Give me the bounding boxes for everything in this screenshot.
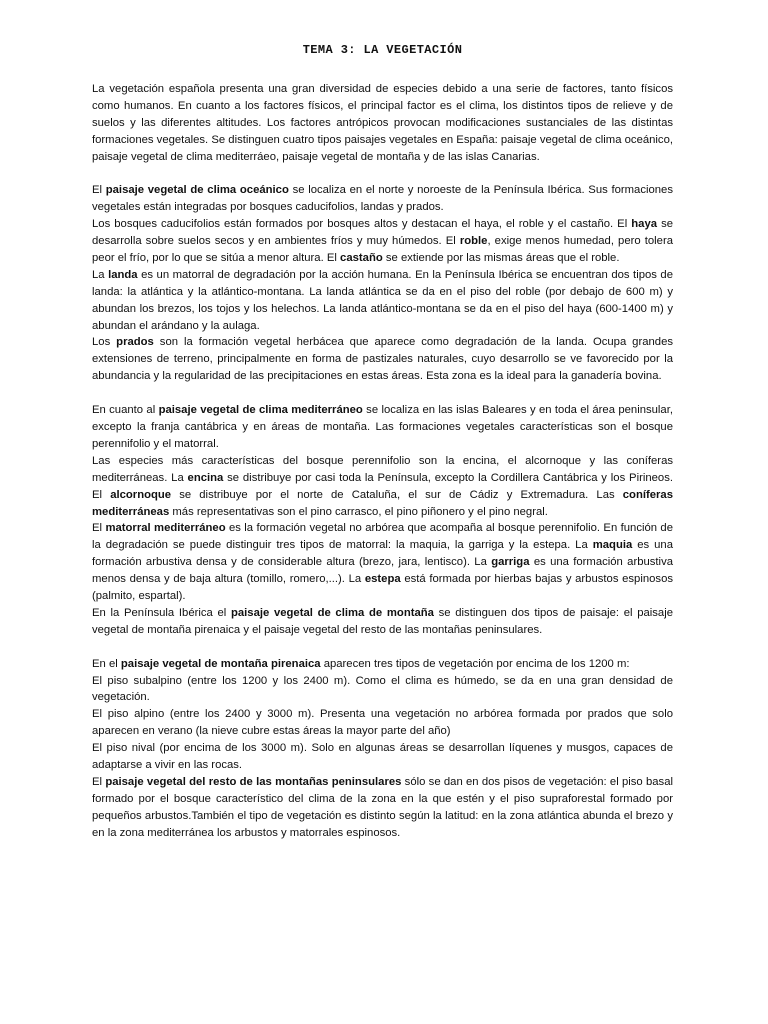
text-run: sólo se dan en dos pisos de vegetación: el piso basal formado por el bosque característico del clima de la zona en la que estén y el piso supraforestal formado por pequeños arbustos.También el tipo de vegetación es distinto según la latitud: en la zona atlántica abunda el brezo y en la zona mediterránea los arbustos y matorrales espinosos. (92, 776, 673, 839)
paragraph-spacer (92, 165, 673, 182)
text-run: está formada por hierbas bajas y arbustos espinosos (palmito, espartal). (92, 573, 673, 603)
text-run: se distinguen dos tipos de paisaje: el paisaje vegetal de montaña pirenaica y el paisaje vegetal del resto de las montañas peninsulares. (92, 606, 674, 636)
term-coniferas: coníferas mediterráneas (92, 488, 673, 518)
text-run: se distribuye por el norte de Cataluña, el sur de Cádiz y Extremadura. Las (171, 488, 623, 501)
oceanic-paragraph-2 (92, 216, 673, 267)
page-title: TEMA 3: LA VEGETACIÓN (302, 43, 463, 57)
document-page (92, 38, 673, 842)
text-run: El (92, 522, 106, 535)
text-run: En la Península Ibérica el (92, 606, 231, 619)
text-run: Los (92, 336, 117, 349)
text-run: Los bosques caducifolios están formados por bosques altos y destacan el haya, el roble y el castaño. El (92, 218, 632, 231)
term-mountain-landscape: paisaje vegetal de clima de montaña (230, 606, 434, 619)
term-roble: roble (459, 235, 488, 248)
mediterranean-paragraph-4 (92, 605, 673, 639)
text-run: es una formación arbustiva menos densa y de baja altura (tomillo, romero,...). La (92, 556, 673, 586)
term-matorral: matorral mediterráneo (105, 522, 226, 535)
mountain-paragraph-4: El piso nival (por encima de los 3000 m). Solo en algunas áreas se desarrollan líquenes y musgos, capaces de adaptarse a vivir en las rocas. (92, 742, 673, 772)
text-run: En el (92, 657, 121, 670)
term-garriga: garriga (491, 556, 530, 569)
text-run: aparecen tres tipos de vegetación por encima de los 1200 m: (320, 657, 630, 670)
term-maquia: maquia (592, 539, 633, 552)
term-oceanic-landscape: paisaje vegetal de clima oceánico (105, 184, 289, 197)
oceanic-paragraph-3 (92, 267, 673, 335)
text-run: es una formación arbustiva densa y de considerable altura (brezo, jara, lentisco). La (92, 539, 673, 569)
text-run: es la formación vegetal no arbórea que acompaña al bosque perennifolio. En función de la degradación se puede distinguir tres tipos de matorral: la maquia, la garriga y la estepa. La (92, 522, 673, 552)
mountain-paragraph-3: El piso alpino (entre los 2400 y 3000 m). Presenta una vegetación no arbórea formada por prados que solo aparecen en verano (la nieve cubre estas áreas la mayor parte del año) (92, 708, 673, 738)
term-estepa: estepa (364, 573, 401, 586)
mountain-paragraph-5 (92, 774, 673, 842)
text-run: es un matorral de degradación por la acción humana. En la Península Ibérica se encuentran dos tipos de landa: la atlántica y la atlántico-montana. La landa atlántica se da en el piso del roble (por debajo de 600 m) y abundan los brezos, los tojos y los helechos. La landa atlántico-montana se da en el piso del haya (600-1400 m) y abundan el arándano y la aulaga. (92, 268, 673, 332)
mountain-paragraph-2: El piso subalpino (entre los 1200 y los 2400 m). Como el clima es húmedo, se da en una gran densidad de vegetación. (92, 674, 673, 704)
mountain-paragraph-1 (92, 656, 673, 673)
term-mediterranean-landscape: paisaje vegetal de clima mediterráneo (158, 404, 363, 417)
oceanic-paragraph-1 (92, 182, 673, 216)
text-run: El (92, 776, 106, 789)
text-run: se distribuye por casi toda la Península, excepto la Cordillera Cantábrica y los Pirineos. El (92, 471, 673, 501)
text-run: , exige menos humedad, pero tolera peor el frío, por lo que se sitúa a menor altura. El (92, 235, 673, 264)
term-prados: prados (116, 336, 154, 349)
text-run: El (92, 184, 106, 197)
term-rest-mountains-landscape: paisaje vegetal del resto de las montañas peninsulares (105, 776, 402, 789)
text-run: son la formación vegetal herbácea que aparece como degradación de la landa. Ocupa grandes extensiones de terreno, principalmente en forma de pastizales naturales, cuyo desarrollo se ve favorecido por la abundancia y la regularidad de las precipitaciones en estas áreas. Esta zona es la ideal para la ganadería bovina. (92, 336, 673, 383)
oceanic-paragraph-4 (92, 334, 673, 385)
paragraph-spacer (92, 385, 673, 402)
intro-paragraph: La vegetación española presenta una gran diversidad de especies debido a una serie de factores, tanto físicos como humanos. En cuanto a los factores físicos, el principal factor es el clima, los distintos tipos de relieve y de suelos y las diferentes altitudes. Los factores antrópicos provocan modificaciones sustanciales de las distintas formaciones vegetales. Se distinguen cuatro tipos paisajes vegetales en España: paisaje vegetal de clima oceánico, paisaje vegetal de clima mediterráeo, paisaje vegetal de montaña y de las islas Canarias. (92, 82, 673, 163)
text-run: se desarrolla sobre suelos secos y en ambientes fríos y muy húmedos. El (92, 218, 673, 248)
mediterranean-paragraph-1 (92, 402, 673, 453)
text-run: se extiende por las mismas áreas que el roble. (382, 251, 620, 264)
text-run: En cuanto al (92, 404, 159, 417)
term-haya: haya (631, 218, 658, 231)
paragraph-spacer (92, 639, 673, 656)
text-run: se localiza en las islas Baleares y en toda el área peninsular, excepto la franja cantábrica y en áreas de montaña. Las formaciones vegetales características son el bosque perennifolio y el matorral. (92, 404, 673, 450)
term-pyrenean-landscape: paisaje vegetal de montaña pirenaica (120, 657, 321, 670)
term-castano: castaño (340, 251, 383, 264)
term-landa: landa (108, 268, 138, 281)
mediterranean-paragraph-3 (92, 520, 673, 605)
text-run: se localiza en el norte y noroeste de la Península Ibérica. Sus formaciones vegetales están integradas por bosques caducifolios, landas y prados. (92, 184, 673, 214)
text-run: La (92, 268, 109, 281)
mediterranean-paragraph-2 (92, 453, 673, 521)
text-run: Las especies más características del bosque perennifolio son la encina, el alcornoque y las coníferas mediterráneas. La (92, 454, 673, 484)
text-run: más representativas son el pino carrasco, el pino piñonero y el pino negral. (169, 505, 548, 518)
term-alcornoque: alcornoque (110, 488, 172, 501)
term-encina: encina (187, 471, 224, 484)
